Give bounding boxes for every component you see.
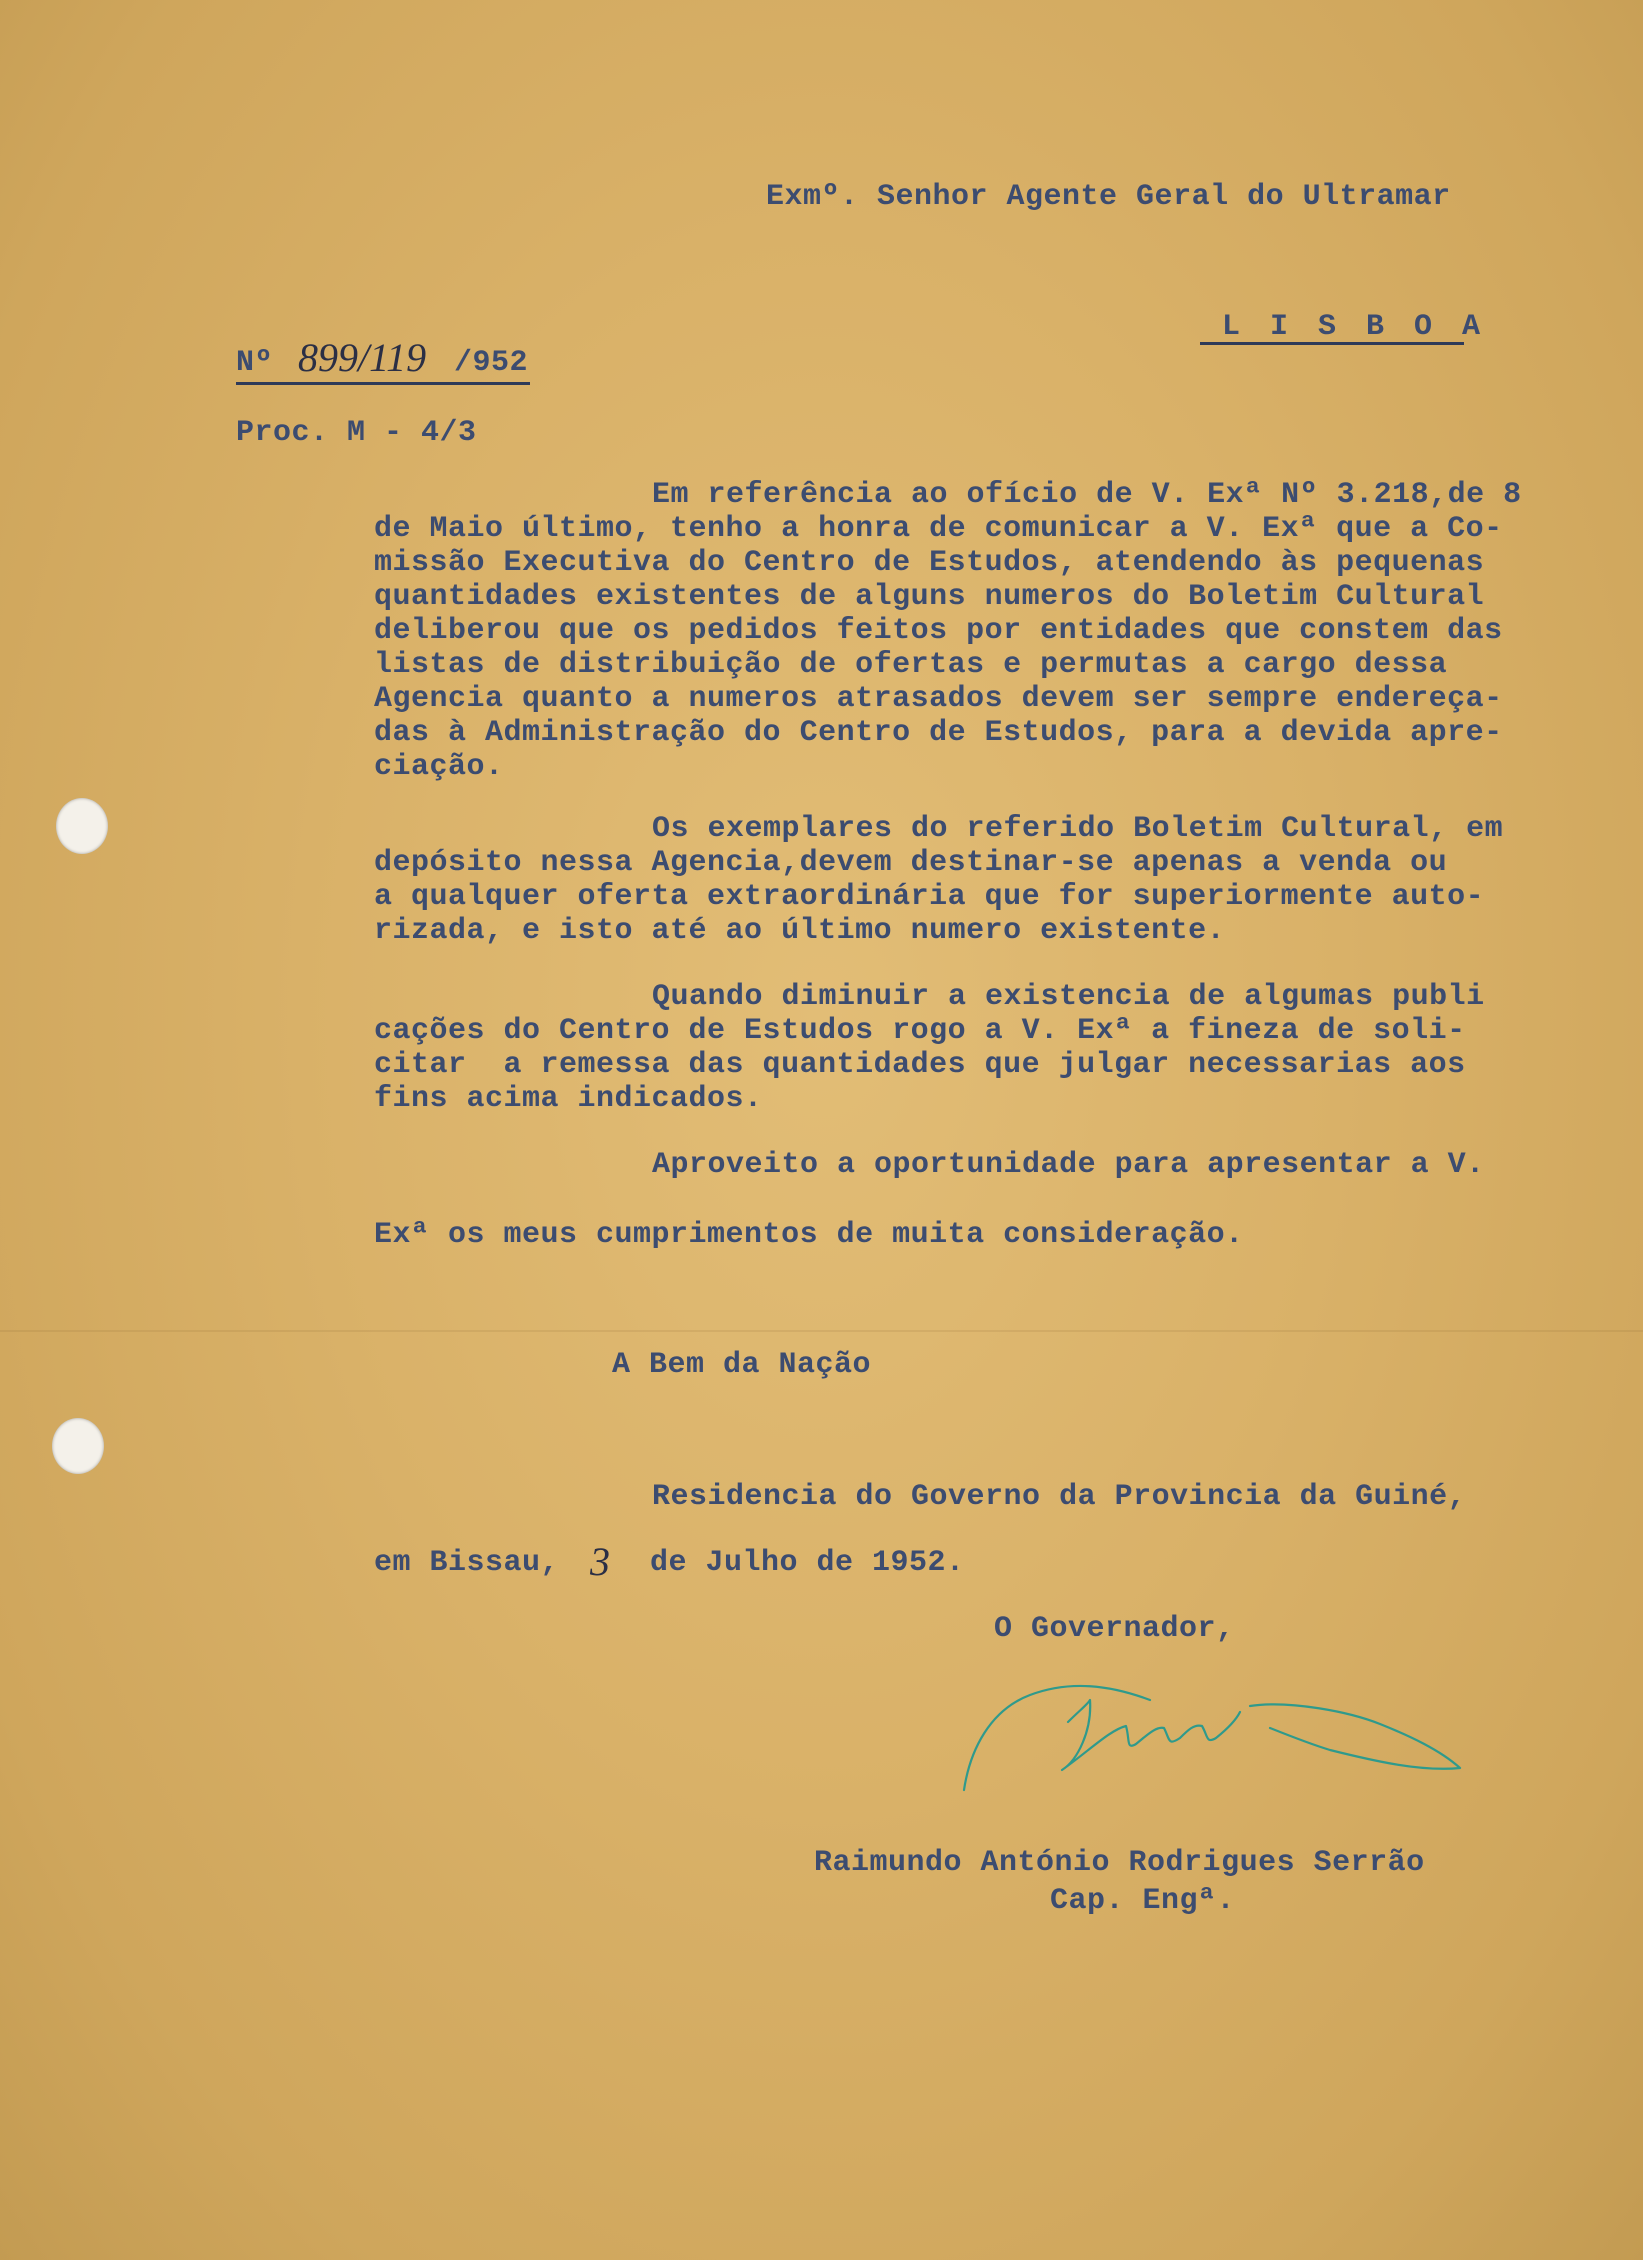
paragraph-1-line: missão Executiva do Centro de Estudos, atendendo às pequenas [374, 546, 1485, 580]
paragraph-3-line: citar a remessa das quantidades que julgar necessarias aos [374, 1048, 1466, 1082]
paragraph-2-line: a qualquer oferta extraordinária que for superiormente auto- [374, 880, 1485, 914]
closing-line-2: Exª os meus cumprimentos de muita consideração. [374, 1218, 1244, 1252]
paragraph-1-line: Agencia quanto a numeros atrasados devem ser sempre endereça- [374, 682, 1503, 716]
city-underline [1200, 342, 1464, 345]
punch-hole-lower [52, 1418, 104, 1474]
recipient-city: L I S B O A [1222, 310, 1487, 344]
salutation: A Bem da Nação [612, 1348, 872, 1382]
paragraph-1-line: das à Administração do Centro de Estudos, para a devida apre- [374, 716, 1503, 750]
reference-number [236, 335, 536, 386]
place-line: Residencia do Governo da Provincia da Guiné, [652, 1480, 1467, 1514]
punch-hole-upper [56, 798, 108, 854]
process-number: Proc. M - 4/3 [236, 416, 477, 450]
date-day-handwritten: 3 [590, 1539, 610, 1584]
date-line [374, 1539, 1014, 1586]
reference-year: /952 [454, 346, 529, 380]
date-rest: de Julho de 1952. [650, 1546, 965, 1580]
signature [950, 1640, 1470, 1800]
paragraph-1-line: listas de distribuição de ofertas e permutas a cargo dessa [374, 648, 1448, 682]
reference-underline [236, 382, 530, 385]
paper-fold [0, 1330, 1643, 1332]
signatory-title: O Governador, [994, 1612, 1235, 1646]
paragraph-1-line: quantidades existentes de alguns numeros do Boletim Cultural [374, 580, 1485, 614]
date-prefix: em Bissau, [374, 1546, 560, 1580]
paragraph-1-line: ciação. [374, 750, 504, 784]
paragraph-2-line: rizada, e isto até ao último numero existente. [374, 914, 1226, 948]
paragraph-1-line: de Maio último, tenho a honra de comunicar a V. Exª que a Co- [374, 512, 1503, 546]
closing-line-1: Aproveito a oportunidade para apresentar a V. [652, 1148, 1485, 1182]
reference-handwritten-number: 899/119 [298, 335, 427, 380]
paragraph-1-line: Em referência ao ofício de V. Exª Nº 3.218,de 8 [652, 478, 1522, 512]
paragraph-2-line: depósito nessa Agencia,devem destinar-se apenas a venda ou [374, 846, 1448, 880]
paragraph-3-line: cações do Centro de Estudos rogo a V. Exª a fineza de soli- [374, 1014, 1466, 1048]
paragraph-3-line: fins acima indicados. [374, 1082, 763, 1116]
paragraph-2-line: Os exemplares do referido Boletim Cultural, em [652, 812, 1504, 846]
signatory-name: Raimundo António Rodrigues Serrão [814, 1846, 1425, 1880]
signatory-rank: Cap. Engª. [1050, 1884, 1236, 1918]
paragraph-1-line: deliberou que os pedidos feitos por entidades que constem das [374, 614, 1503, 648]
recipient-line: Exmº. Senhor Agente Geral do Ultramar [766, 180, 1451, 214]
paragraph-3-line: Quando diminuir a existencia de algumas publi [652, 980, 1485, 1014]
reference-prefix: Nº [236, 346, 274, 380]
